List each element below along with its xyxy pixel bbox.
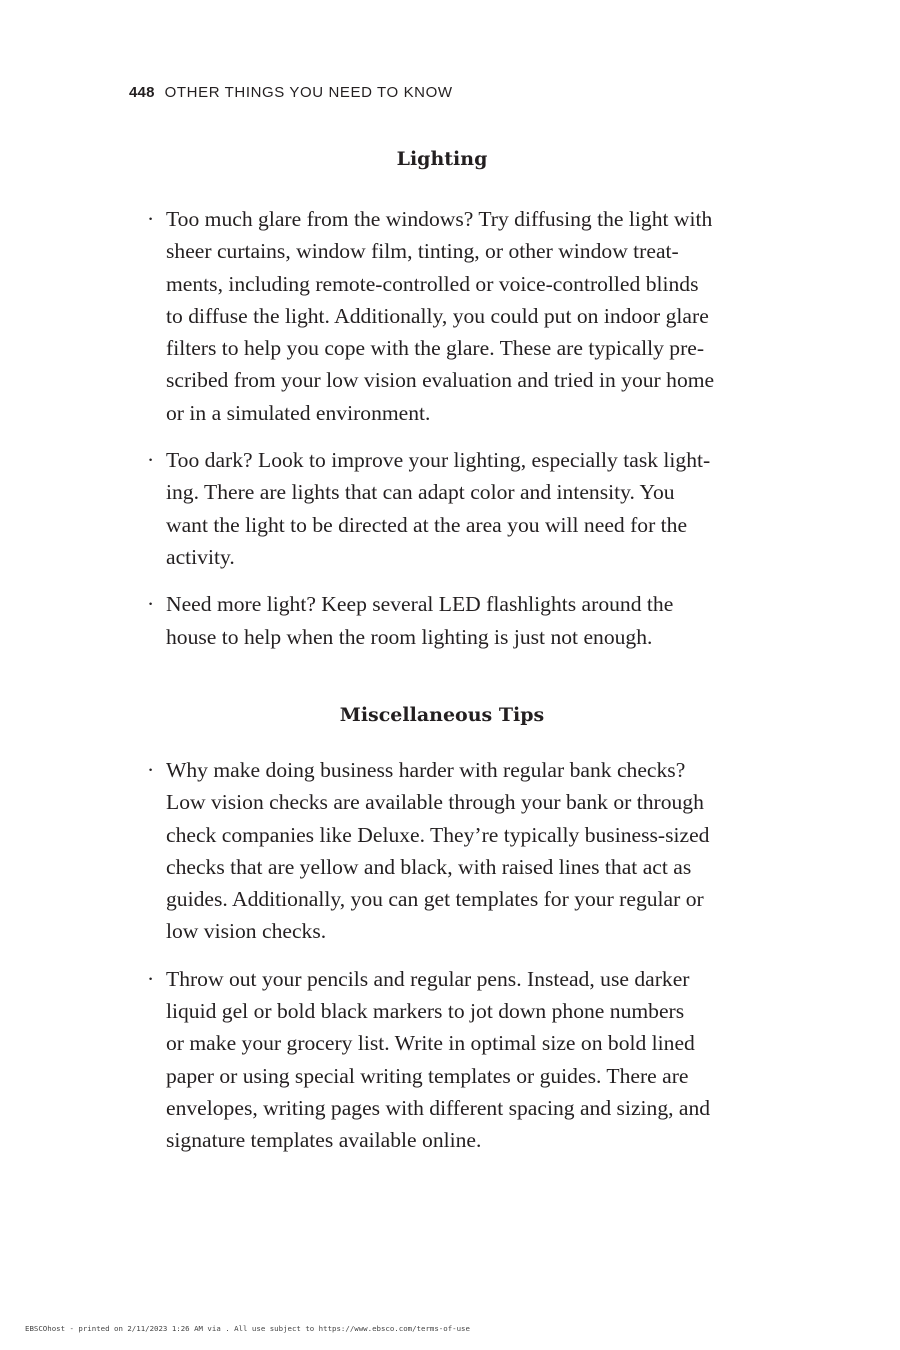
section-heading-lighting: Lighting [396, 148, 488, 170]
miscellaneous-tips-list [145, 754, 785, 1172]
text-line: liquid gel or bold black markers to jot down phone numbers [166, 999, 685, 1024]
bullet-icon: · [147, 207, 155, 231]
list-item [145, 203, 785, 429]
text-line: ments, including remote-controlled or voice-controlled blinds [166, 271, 699, 296]
text-line: Too much glare from the windows? Try diffusing the light with [166, 207, 713, 231]
bullet-icon: · [147, 758, 155, 782]
text-line: want the light to be directed at the area you will need for the [166, 512, 688, 537]
text-line: check companies like Deluxe. They’re typically business-sized [166, 822, 710, 847]
bullet-icon: · [147, 592, 155, 617]
text-line: Why make doing business harder with regular bank checks? [166, 758, 686, 782]
bullet-icon: · [147, 966, 155, 991]
text-line: Throw out your pencils and regular pens. Instead, use darker [166, 966, 690, 991]
text-line: paper or using special writing templates or guides. There are [166, 1063, 689, 1088]
list-item [145, 754, 785, 948]
text-line: guides. Additionally, you can get templates for your regular or [166, 887, 704, 912]
bullet-icon: · [147, 448, 155, 473]
lighting-tips-list [145, 203, 785, 668]
list-item [145, 963, 785, 1157]
running-head-title: OTHER THINGS YOU NEED TO KNOW [164, 84, 453, 101]
text-line: low vision checks. [166, 919, 327, 944]
text-line: Need more light? Keep several LED flashlights around the [166, 592, 674, 617]
text-line: or make your grocery list. Write in optimal size on bold lined [166, 1031, 695, 1056]
list-item [145, 444, 785, 573]
section-heading-miscellaneous-tips: Miscellaneous Tips [339, 704, 545, 726]
list-item [145, 588, 785, 653]
running-head [129, 84, 453, 101]
text-line: house to help when the room lighting is just not enough. [166, 624, 653, 649]
text-line: filters to help you cope with the glare. These are typically pre- [166, 336, 705, 361]
text-line: ing. There are lights that can adapt color and intensity. You [166, 480, 675, 505]
text-line: envelopes, writing pages with different spacing and sizing, and [166, 1095, 711, 1120]
text-line: Low vision checks are available through your bank or through [166, 790, 704, 815]
text-line: checks that are yellow and black, with raised lines that act as [166, 854, 692, 879]
text-line: signature templates available online. [166, 1128, 482, 1153]
page-number: 448 [129, 84, 155, 101]
text-line: scribed from your low vision evaluation and tried in your home [166, 368, 715, 393]
text-line: sheer curtains, window film, tinting, or other window treat- [166, 239, 679, 264]
print-footer: EBSCOhost - printed on 2/11/2023 1:26 AM via . All use subject to https://www.ebsco.com/terms-of-use [25, 1324, 470, 1333]
text-line: Too dark? Look to improve your lighting, especially task light- [166, 448, 711, 473]
text-line: or in a simulated environment. [166, 400, 431, 425]
text-line: activity. [166, 544, 235, 569]
text-line: to diffuse the light. Additionally, you could put on indoor glare [166, 303, 709, 328]
